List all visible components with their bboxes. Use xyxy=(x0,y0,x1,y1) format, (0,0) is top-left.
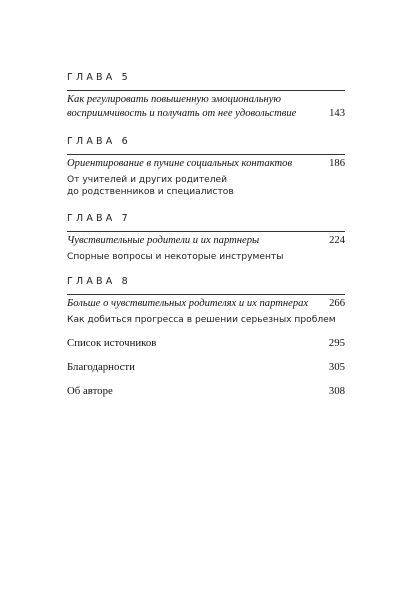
page-number: 295 xyxy=(328,337,345,349)
divider xyxy=(67,154,345,155)
page-number: 308 xyxy=(328,385,345,397)
toc-entry-row[interactable] xyxy=(67,93,345,120)
toc-chapter-6 xyxy=(67,136,345,199)
entry-title[interactable]: Благодарности xyxy=(67,361,135,373)
toc-entry-references[interactable] xyxy=(67,337,345,351)
page-number: 305 xyxy=(328,361,345,373)
chapter-title[interactable]: Больше о чувствительных родителях и их партнерах xyxy=(67,298,309,309)
chapter-title[interactable]: Чувствительные родители и их партнеры xyxy=(67,235,260,246)
divider xyxy=(67,90,345,91)
chapter-title[interactable]: Ориентирование в пучине социальных контактов xyxy=(67,158,293,169)
toc-chapter-8 xyxy=(67,276,345,326)
entry-title[interactable]: Список источников xyxy=(67,337,157,349)
chapter-label: ГЛАВА 5 xyxy=(67,72,131,83)
entry-title[interactable]: Об авторе xyxy=(67,385,113,397)
toc-entry-row[interactable] xyxy=(67,234,345,248)
toc-chapter-5 xyxy=(67,72,345,120)
chapter-subtitle: Как добиться прогресса в решении серьезных проблем xyxy=(67,314,336,325)
toc-chapter-7 xyxy=(67,213,345,263)
page-number: 143 xyxy=(329,107,345,119)
chapter-label: ГЛАВА 8 xyxy=(67,276,131,287)
chapter-subtitle: Спорные вопросы и некоторые инструменты xyxy=(67,251,284,262)
chapter-title[interactable]: Как регулировать повышенную эмоциональную восприимчивость и получать от нее удовольствие xyxy=(67,94,297,119)
toc-entry-row[interactable] xyxy=(67,157,345,171)
divider xyxy=(67,294,345,295)
chapter-label: ГЛАВА 6 xyxy=(67,136,131,147)
chapter-label: ГЛАВА 7 xyxy=(67,213,131,224)
page-number: 266 xyxy=(329,298,345,309)
page-number: 186 xyxy=(329,158,345,169)
divider xyxy=(67,231,345,232)
chapter-subtitle: От учителей и других родителей до родственников и специалистов xyxy=(67,174,234,197)
toc-entry-acknowledgements[interactable] xyxy=(67,361,345,375)
toc-entry-row[interactable] xyxy=(67,297,345,311)
page-number: 224 xyxy=(329,235,345,246)
toc-entry-about-author[interactable] xyxy=(67,385,345,399)
